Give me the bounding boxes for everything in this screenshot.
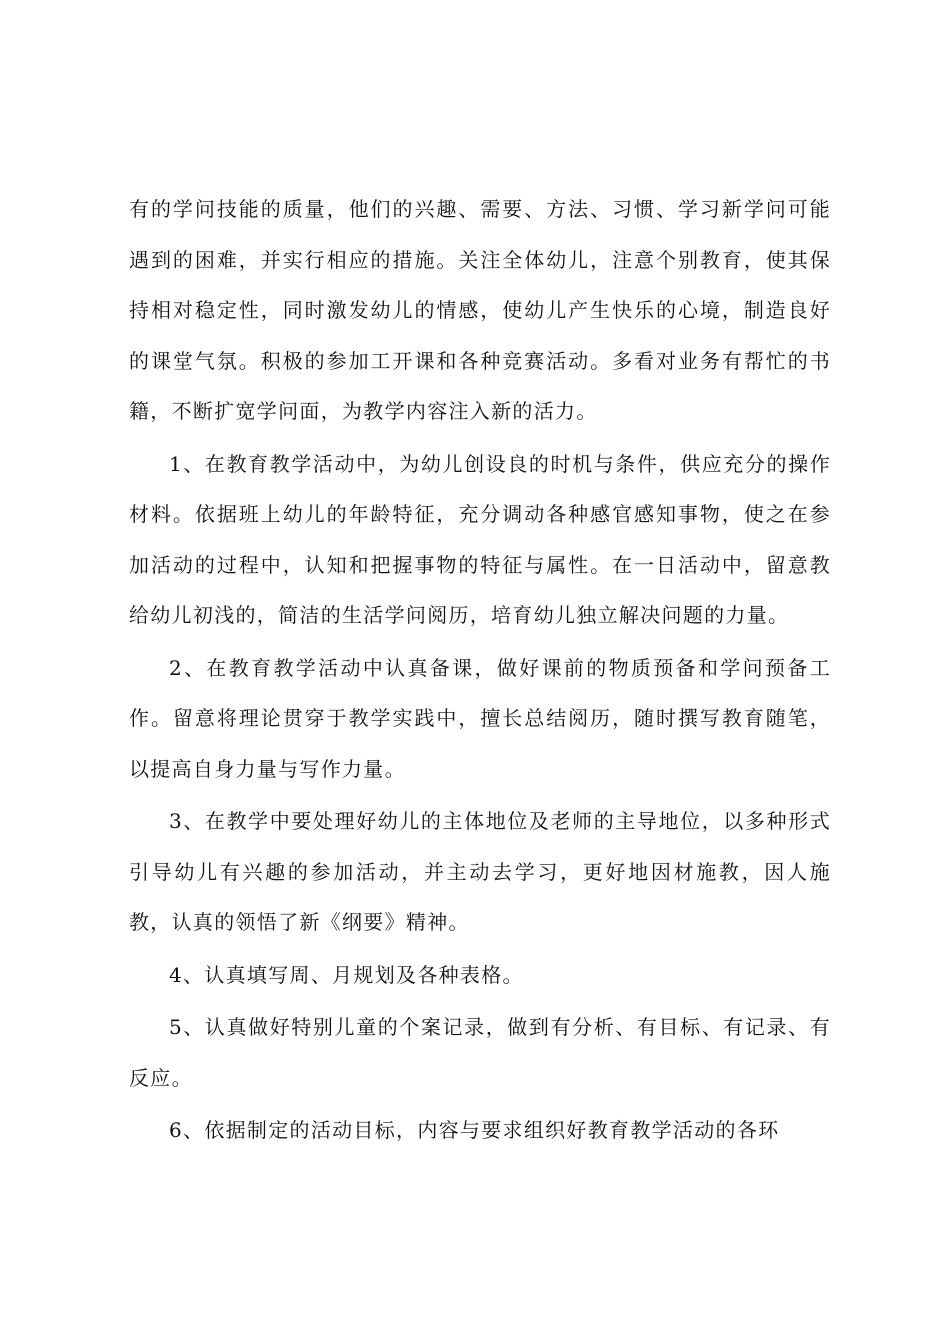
paragraph-item-5: 5、认真做好特别儿童的个案记录，做到有分析、有目标、有记录、有反应。 bbox=[129, 1015, 831, 1090]
paragraph-item-1: 1、在教育教学活动中，为幼儿创设良的时机与条件，供应充分的操作材料。依据班上幼儿的年龄特征，充分调动各种感官感知事物，使之在参加活动的过程中，认知和把握事物的特征与属性。在一日活动中，留意教给幼儿初浅的，简洁的生活学问阅历，培育幼儿独立解决问题的力量。 bbox=[129, 451, 831, 627]
document-body bbox=[129, 184, 831, 1158]
paragraph-continuation: 有的学问技能的质量，他们的兴趣、需要、方法、习惯、学习新学问可能遇到的困难，并实行相应的措施。关注全体幼儿，注意个别教育，使其保持相对稳定性，同时激发幼儿的情感，使幼儿产生快乐的心境，制造良好的课堂气氛。积极的参加工开课和各种竞赛活动。多看对业务有帮忙的书籍，不断扩宽学问面，为教学内容注入新的活力。 bbox=[129, 197, 831, 423]
paragraph-item-4: 4、认真填写周、月规划及各种表格。 bbox=[169, 962, 524, 987]
paragraph-item-3: 3、在教学中要处理好幼儿的主体地位及老师的主导地位，以多种形式引导幼儿有兴趣的参加活动，并主动去学习，更好地因材施教，因人施教，认真的领悟了新《纲要》精神。 bbox=[129, 809, 831, 934]
paragraph-item-6: 6、依据制定的活动目标，内容与要求组织好教育教学活动的各环 bbox=[169, 1118, 780, 1142]
paragraph-item-2: 2、在教育教学活动中认真备课，做好课前的物质预备和学问预备工作。留意将理论贯穿于教学实践中，擅长总结阅历，随时撰写教育随笔，以提高自身力量与写作力量。 bbox=[129, 655, 831, 781]
